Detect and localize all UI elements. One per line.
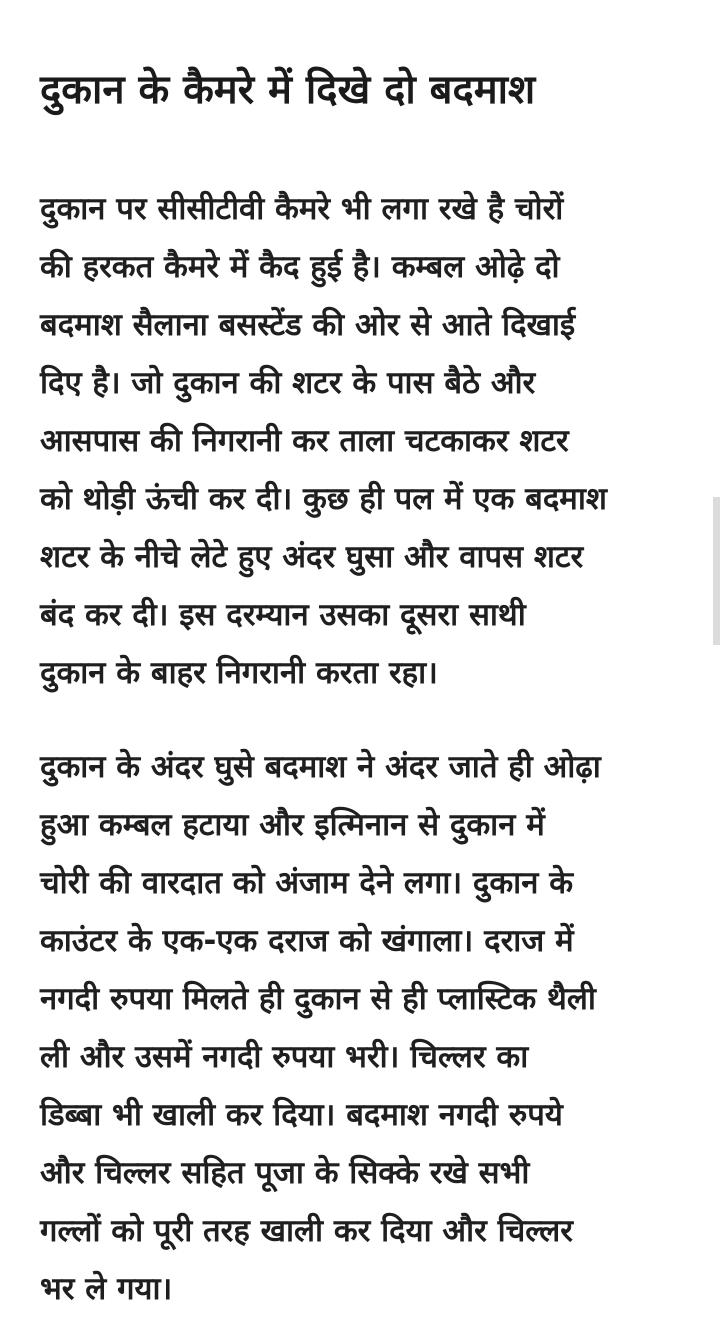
paragraph-line: ली और उसमें नगदी रुपया भरी। चिल्लर का <box>40 1039 529 1075</box>
paragraph-line: आसपास की निगरानी कर ताला चटकाकर शटर <box>40 423 569 459</box>
article-paragraph-2 <box>40 738 601 1318</box>
paragraph-line: काउंटर के एक-एक दराज को खंगाला। दराज में <box>40 923 574 959</box>
paragraph-line: की हरकत कैमरे में कैद हुई है। कम्बल ओढ़े दो <box>40 249 560 285</box>
scrollbar-thumb[interactable] <box>713 497 720 645</box>
paragraph-line: दिए है। जो दुकान की शटर के पास बैठे और <box>40 365 536 401</box>
paragraph-line: हुआ कम्बल हटाया और इत्मिनान से दुकान में <box>40 807 545 843</box>
paragraph-line: चोरी की वारदात को अंजाम देने लगा। दुकान के <box>40 865 574 901</box>
paragraph-line: को थोड़ी ऊंची कर दी। कुछ ही पल में एक बदमाश <box>40 481 607 517</box>
paragraph-line: बदमाश सैलाना बसस्टेंड की ओर से आते दिखाई <box>40 307 576 343</box>
paragraph-line: डिब्बा भी खाली कर दिया। बदमाश नगदी रुपये <box>40 1097 563 1133</box>
paragraph-line: और चिल्लर सहित पूजा के सिक्के रखे सभी <box>40 1155 530 1191</box>
paragraph-line: नगदी रुपया मिलते ही दुकान से ही प्लास्टिक थैली <box>40 981 596 1017</box>
paragraph-line: गल्लों को पूरी तरह खाली कर दिया और चिल्लर <box>40 1213 573 1249</box>
paragraph-line: शटर के नीचे लेटे हुए अंदर घुसा और वापस शटर <box>40 539 584 575</box>
paragraph-line: दुकान के बाहर निगरानी करता रहा। <box>40 655 438 691</box>
paragraph-line: दुकान के अंदर घुसे बदमाश ने अंदर जाते ही ओढ़ा <box>40 749 601 785</box>
paragraph-line: भर ले गया। <box>40 1271 173 1307</box>
article-paragraph-1 <box>40 180 607 702</box>
article-headline: दुकान के कैमरे में दिखे दो बदमाश <box>40 67 536 113</box>
paragraph-line: बंद कर दी। इस दरम्यान उसका दूसरा साथी <box>40 597 526 633</box>
paragraph-line: दुकान पर सीसीटीवी कैमरे भी लगा रखे है चोरों <box>40 191 564 227</box>
